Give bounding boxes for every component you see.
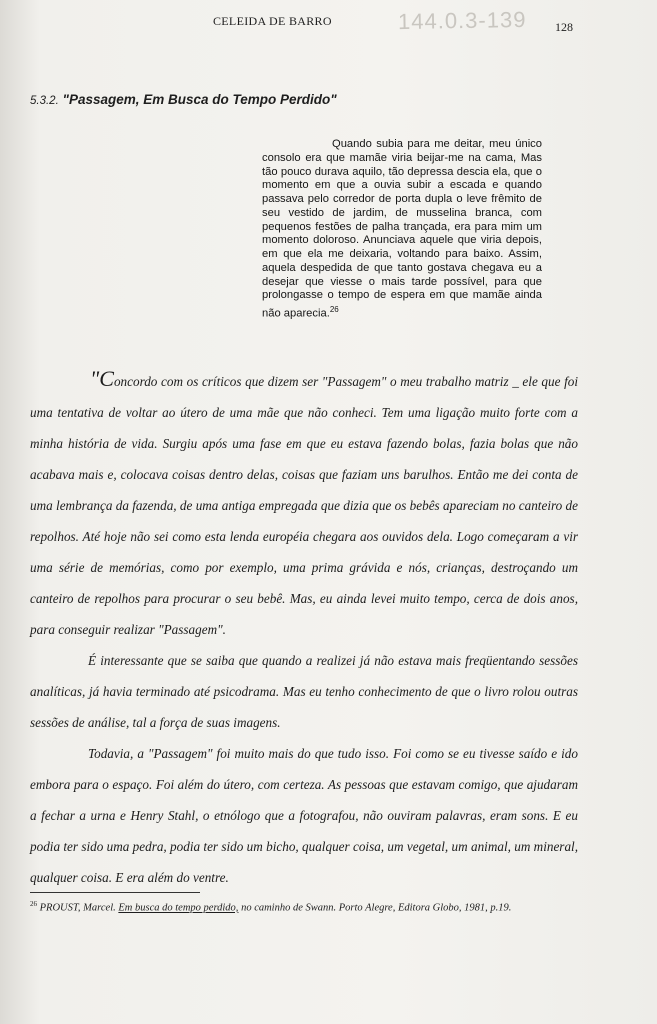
footnote-divider bbox=[30, 892, 200, 893]
footnote bbox=[30, 897, 578, 916]
opening-quote: " bbox=[90, 366, 100, 391]
footnote-author: PROUST, Marcel. bbox=[39, 902, 116, 914]
footnote-reference: 26 bbox=[329, 305, 339, 314]
section-heading bbox=[30, 92, 337, 107]
archive-stamp: 144.0.3-139 bbox=[397, 6, 527, 35]
running-head: CELEIDA DE BARRO bbox=[213, 14, 332, 28]
paragraph-3: Todavia, a "Passagem" foi muito mais do que tudo isso. Foi como se eu tivesse saído e ido embora para o espaço. Foi além do útero, com certeza. As pessoas que estavam comigo, que ajudaram a fechar a urna e Henry Stahl, o etnólogo que a fotografou, não ouviram palavras, eram sons. E eu podia ter sido uma pedra, podia ter sido um bicho, qualquer coisa, um vegetal, um animal, um mineral, qualquer coisa. E era além do ventre. bbox=[30, 746, 578, 885]
footnote-title: Em busca do tempo perdido, bbox=[118, 902, 239, 914]
footnote-details: no caminho de Swann. Porto Alegre, Editora Globo, 1981, p.19. bbox=[241, 902, 512, 914]
paragraph-2: É interessante que se saiba que quando a realizei já não estava mais freqüentando sessões analíticas, já havia terminado até psicodrama. Mas eu tenho conhecimento de que o livro rolou outras sessões de análise, tal a força de suas imagens. bbox=[30, 653, 578, 730]
epigraph-text: Quando subia para me deitar, meu único consolo era que mamãe viria beijar-me na cama, Mas tão pouco durava aquilo, tão depressa descia ela, que o momento em que a ouvia subir a escada e quando passava pelo corredor de porta dupla o leve frêmito de seu vestido de jardim, de musselina branca, com pequenos festões de palha trançada, era para mim um momento doloroso. Anunciava aquele que viria depois, em que ela me deixaria, voltando para baixo. Assim, aquela despedida de que tanto gostava chegava eu a desejar que viesse o mais tarde possível, para que prolongasse o tempo de espera em que mamãe ainda não aparecia. bbox=[262, 138, 542, 320]
epigraph bbox=[262, 138, 542, 321]
page-number: 128 bbox=[555, 20, 573, 34]
drop-letter: C bbox=[99, 366, 114, 391]
body-text bbox=[30, 366, 578, 893]
paragraph-1 bbox=[30, 366, 578, 645]
paragraph-1-text: oncordo com os críticos que dizem ser "Passagem" o meu trabalho matriz _ ele que foi uma tentativa de voltar ao útero de uma mãe que não conheci. Tem uma ligação muito forte com a minha história de vida. Surgiu após uma fase em que eu estava fazendo bolas, fazia bolas que não acabava mais e, colocava coisas dentro delas, coisas que faziam uns barulhos. Então me dei conta de uma lembrança da fazenda, de uma antiga empregada que dizia que os bebês apareciam no canteiro de repolhos. Até hoje não sei como esta lenda européia chegara aos ouvidos dela. Logo começaram a vir uma série de memórias, como por exemplo, uma prima grávida e nós, crianças, destroçando um canteiro de repolhos para procurar o seu bebê. Mas, eu ainda levei muito tempo, cerca de dois anos, para conseguir realizar "Passagem". bbox=[30, 374, 578, 637]
footnote-number: 26 bbox=[30, 900, 37, 908]
section-number: 5.3.2. bbox=[30, 95, 59, 107]
section-title: "Passagem, Em Busca do Tempo Perdido" bbox=[62, 92, 337, 107]
